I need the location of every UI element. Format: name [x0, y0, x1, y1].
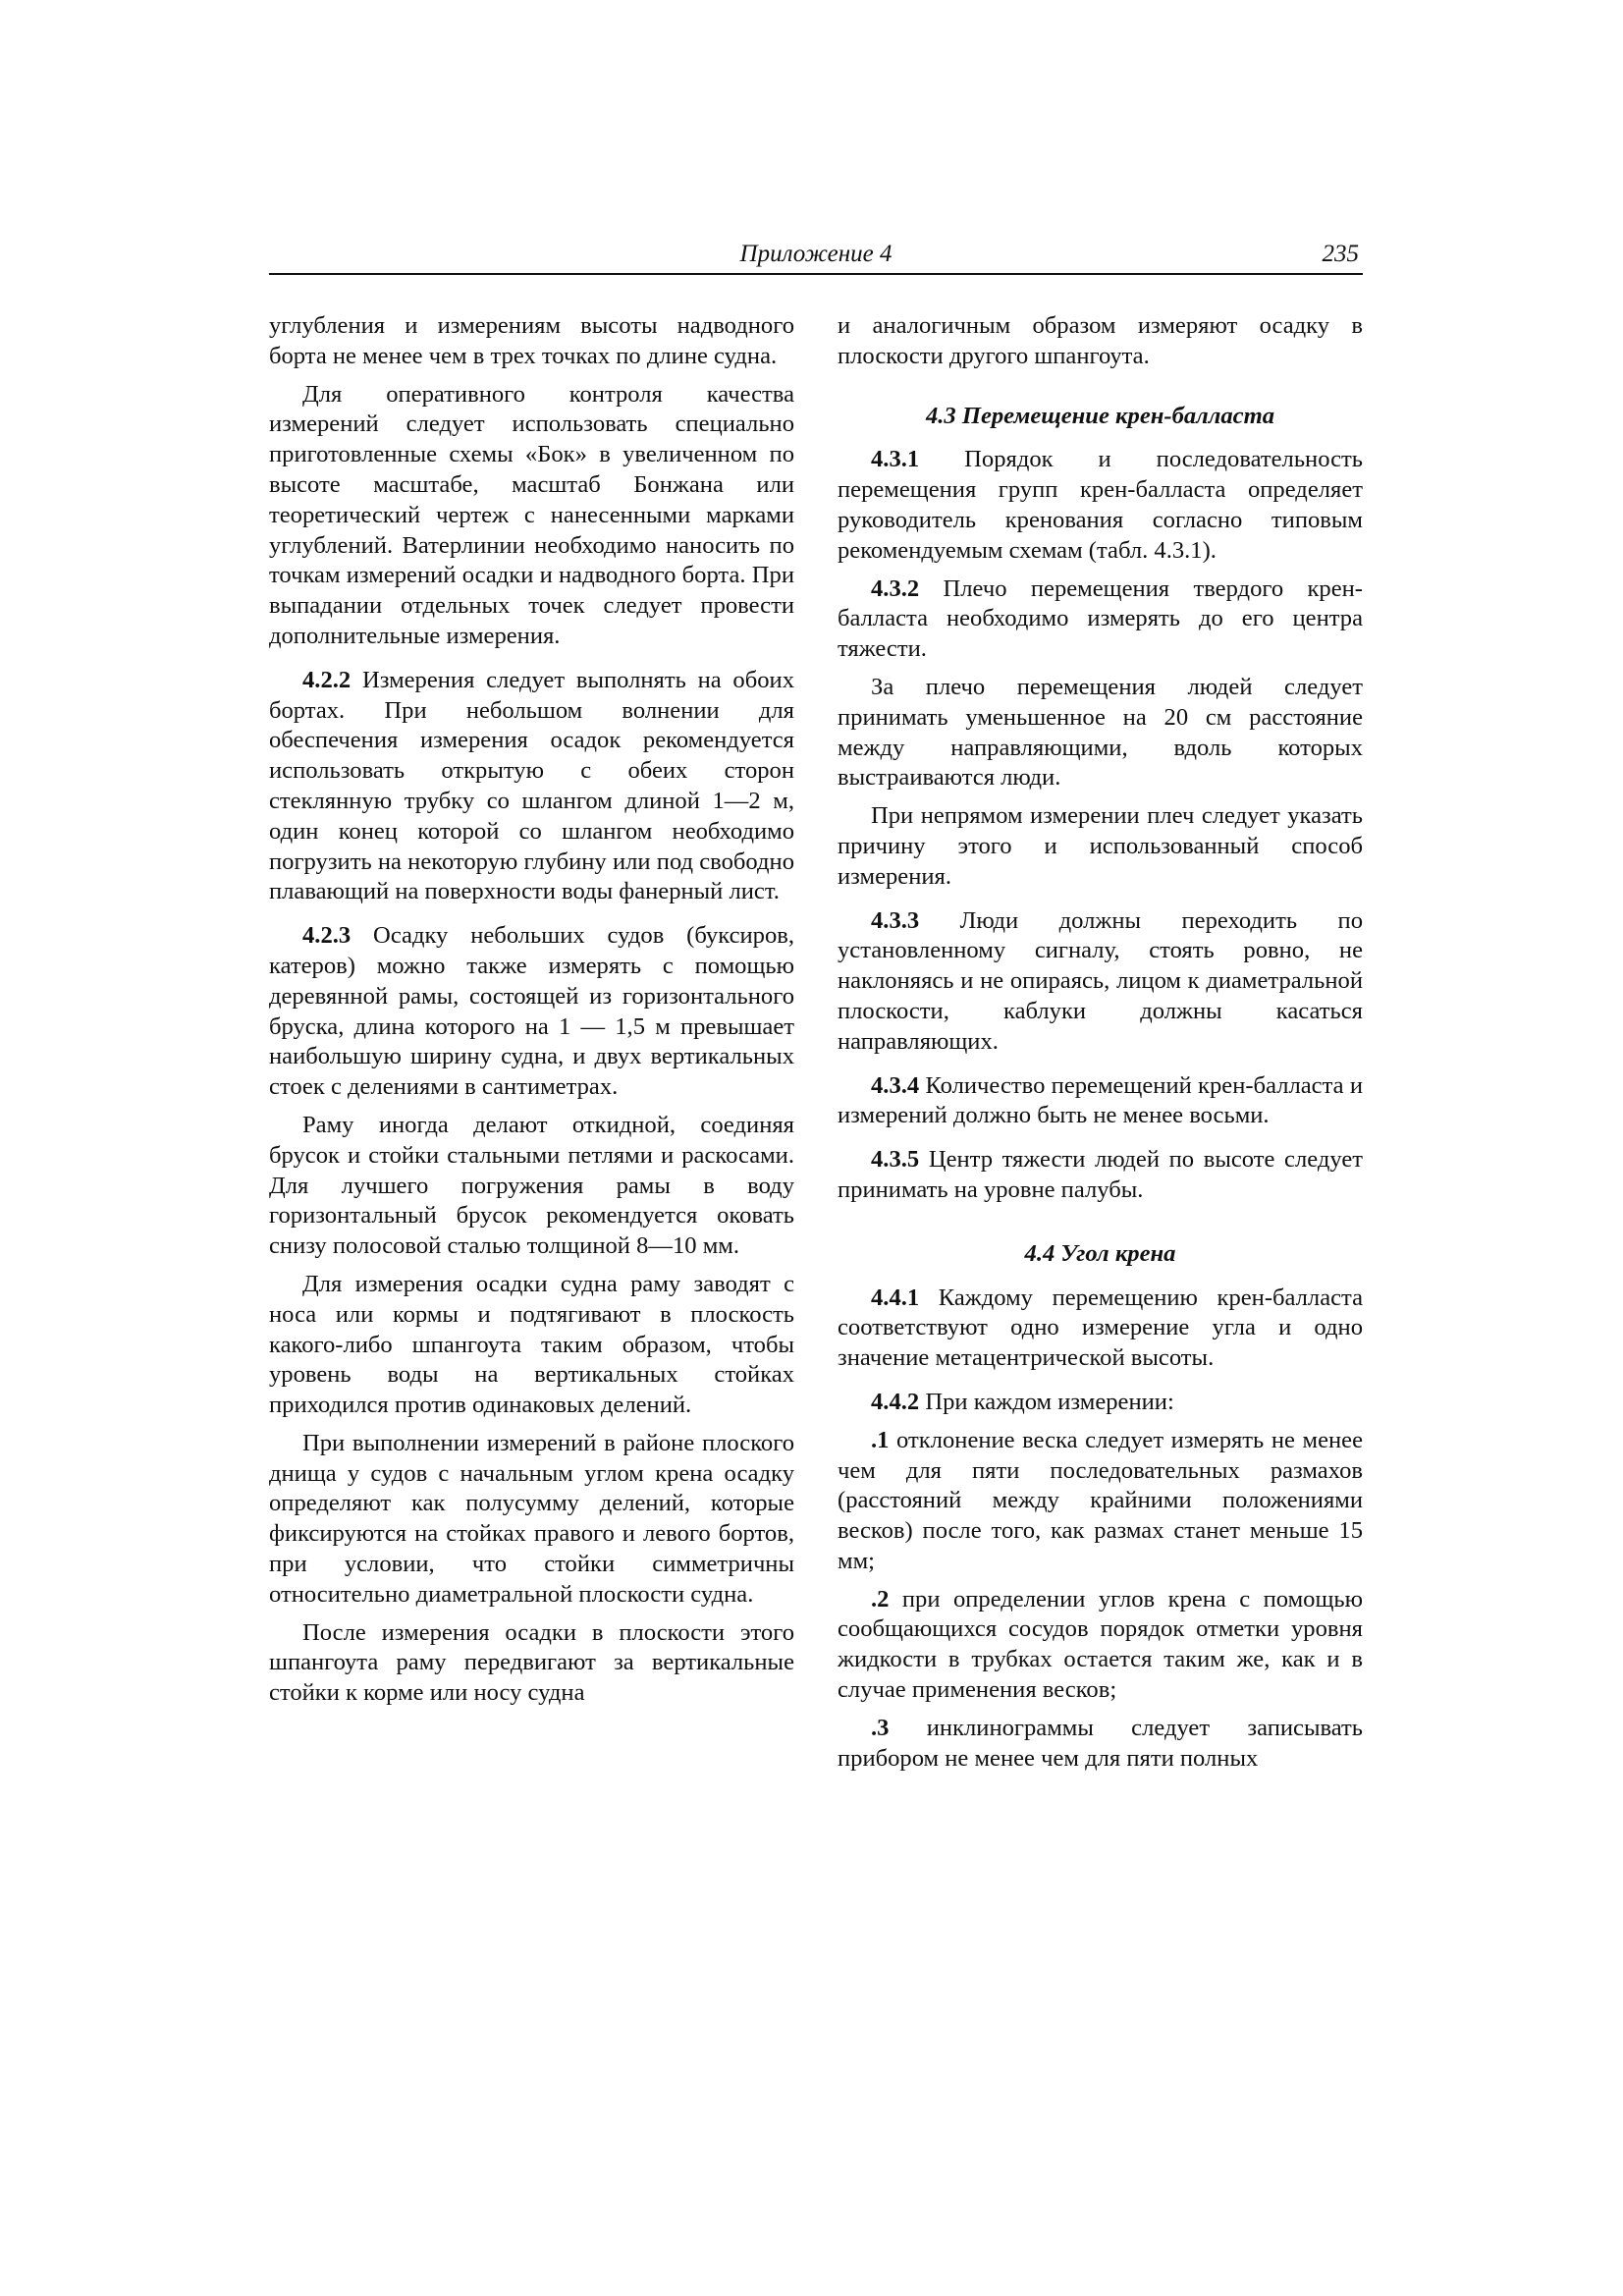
clause-number: 4.2.3 — [302, 922, 352, 950]
clause-number: 4.3.3 — [871, 906, 920, 934]
section-heading-4-4: 4.4 Угол крена — [1024, 1239, 1176, 1267]
clause-number: 4.4.1 — [871, 1284, 920, 1311]
clause-number: 4.3.2 — [871, 574, 920, 602]
clause-number: 4.3.4 — [871, 1071, 920, 1099]
clause-text: Измерения следует выполнять на обоих бортах. При небольшом волнении для обеспечения измерения осадок рекомендуется использовать открытую с обеих сторон стеклянную трубку со шлангом длиной 1—2 м, один конец которой со шлангом необходимо погрузить на некоторую глубину или под свободно плавающий на поверхности воды фанерный лист. — [269, 666, 794, 905]
paragraph-4-3-2 — [838, 574, 1363, 665]
paragraph: При непрямом измерении плеч следует указать причину этого и использованный способ измерения. — [838, 802, 1363, 890]
right-column — [838, 311, 1363, 1774]
paragraph: При выполнении измерений в районе плоского днища у судов с начальным углом крена осадку определяют как полусумму делений, которые фиксируются на стойках правого и левого бортов, при условии, что стойки симметричны относительно диаметральной плоскости судна. — [269, 1429, 794, 1608]
item-text: отклонение веска следует измерять не менее чем для пяти последовательных размахов (расстояний между крайними положениями весков) после того, как размах станет меньше 15 мм; — [838, 1426, 1363, 1574]
page-number: 235 — [1322, 241, 1359, 267]
running-header-title: Приложение 4 — [739, 241, 893, 267]
paragraph-4-2-2 — [269, 666, 794, 907]
item-number: .2 — [871, 1585, 890, 1613]
paragraph-4-3-5 — [838, 1145, 1363, 1206]
paragraph: После измерения осадки в плоскости этого шпангоута раму передвигают за вертикальные стойки к корме или носу судна — [269, 1618, 794, 1707]
list-item-3 — [838, 1714, 1363, 1775]
clause-text: Каждому перемещению крен-балласта соответствуют одно измерение угла и одно значение метацентрической высоты. — [838, 1284, 1363, 1372]
left-column — [269, 311, 794, 1709]
clause-number: 4.4.2 — [871, 1388, 920, 1415]
item-text: инклинограммы следует записывать прибором не менее чем для пяти полных — [838, 1714, 1363, 1772]
clause-text: Количество перемещений крен-балласта и измерений должно быть не менее восьми. — [838, 1071, 1363, 1129]
item-number: .1 — [871, 1426, 890, 1453]
paragraph: За плечо перемещения людей следует принимать уменьшенное на 20 см расстояние между направляющими, вдоль которых выстраиваются люди. — [838, 673, 1363, 792]
paragraph-4-3-1 — [838, 445, 1363, 566]
clause-text: Центр тяжести людей по высоте следует принимать на уровне палубы. — [838, 1146, 1363, 1203]
clause-number: 4.3.5 — [871, 1146, 920, 1174]
list-item-1 — [838, 1426, 1363, 1577]
item-text: при определении углов крена с помощью сообщающихся сосудов порядок отметки уровня жидкости в трубках остается таким же, как и в случае применения весков; — [838, 1585, 1363, 1704]
clause-text: Осадку небольших судов (буксиров, катеров) можно также измерять с помощью деревянной рамы, состоящей из горизонтального бруска, длина которого на 1 — 1,5 м превышает наибольшую ширину судна, и двух вертикальных стоек с делениями в сантиметрах. — [269, 922, 794, 1101]
paragraph: углубления и измерениям высоты надводного борта не менее чем в трех точках по длине судна. — [269, 312, 794, 369]
paragraph-4-4-1 — [838, 1284, 1363, 1374]
clause-number: 4.2.2 — [302, 666, 352, 693]
item-number: .3 — [871, 1714, 890, 1741]
clause-number: 4.3.1 — [871, 446, 920, 473]
paragraph-4-3-3 — [838, 906, 1363, 1058]
clause-text: Плечо перемещения твердого крен-балласта необходимо измерять до его центра тяжести. — [838, 574, 1363, 663]
clause-text: Люди должны переходить по установленному сигналу, стоять ровно, не наклоняясь и не опираясь, лицом к диаметральной плоскости, каблуки должны касаться направляющих. — [838, 906, 1363, 1055]
page-header — [269, 240, 1363, 275]
list-item-2 — [838, 1585, 1363, 1706]
clause-text: Порядок и последовательность перемещения групп крен-балласта определяет руководитель кренования согласно типовым рекомендуемым схемам (табл. 4.3.1). — [838, 446, 1363, 564]
paragraph: Для оперативного контроля качества измерений следует использовать специально приготовленные схемы «Бок» в увеличенном по высоте масштабе, масштаб Бонжана или теоретический чертеж с нанесенными марками углублений. Ватерлинии необходимо наносить по точкам измерений осадки и надводного борта. При выпадании отдельных точек следует провести дополнительные измерения. — [269, 380, 794, 649]
paragraph-4-2-3 — [269, 921, 794, 1103]
paragraph-4-3-4 — [838, 1071, 1363, 1132]
paragraph-4-4-2 — [838, 1388, 1363, 1418]
section-heading-4-3: 4.3 Перемещение крен-балласта — [925, 402, 1275, 429]
paragraph: Раму иногда делают откидной, соединяя брусок и стойки стальными петлями и раскосами. Для лучшего погружения рамы в воду горизонтальный брусок рекомендуется оковать снизу полосовой сталью толщиной 8—10 мм. — [269, 1111, 794, 1260]
paragraph: Для измерения осадки судна раму заводят с носа или кормы и подтягивают в плоскость какого-либо шпангоута таким образом, чтобы уровень воды на вертикальных стойках приходился против одинаковых делений. — [269, 1270, 794, 1419]
paragraph: и аналогичным образом измеряют осадку в плоскости другого шпангоута. — [838, 312, 1363, 369]
clause-text: При каждом измерении: — [919, 1388, 1174, 1415]
